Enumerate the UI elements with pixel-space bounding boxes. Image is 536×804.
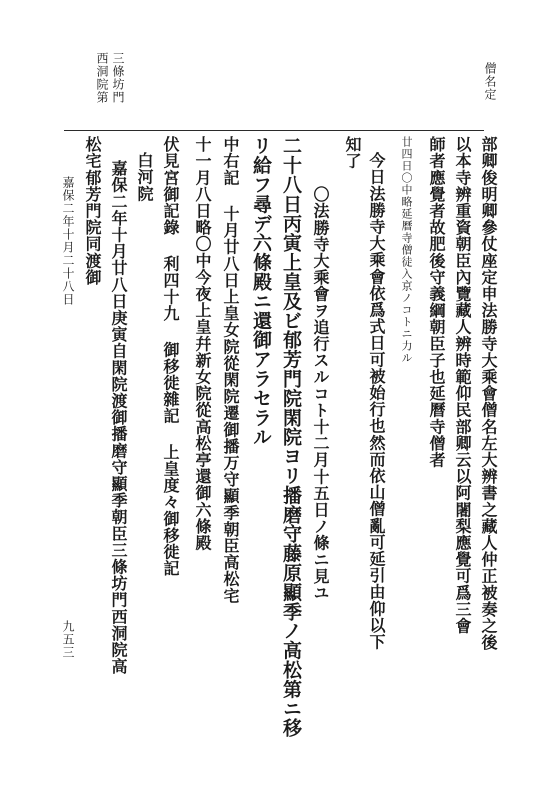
text-column-5: 今日法勝寺大乘會依爲式日可被始行也然而依山僧亂可延引由仰以下 — [367, 152, 386, 650]
text-column-15: 松宅郁芳門院同渡御 — [83, 136, 102, 286]
text-column-2: 以本寺辨重資朝臣內覽藏人辨時範仰民部卿云以阿闍梨應覺可爲三會 — [453, 136, 472, 634]
text-column-14: 嘉保二年十月廿八日庚寅自閑院渡御播磨守顯季朝臣三條坊門西洞院高 — [109, 160, 128, 675]
text-column-12: 伏見宮御記錄 利四十九 御移徙雜記 上皇度々御移徙記 — [161, 136, 180, 577]
text-column-13: 白河院 — [135, 152, 154, 202]
text-column-7: 〇法勝寺大乘會ヲ追行スルコト十二月十五日ノ條ニ見ユ — [311, 186, 330, 601]
page-header-left-a: 三條坊門 — [111, 52, 125, 104]
text-column-4: 廿四日〇中略延曆寺僧徒入京ノコトニ力ル — [400, 136, 413, 364]
page-header-left-b: 西洞院第 — [95, 52, 109, 104]
text-column-1: 部卿俊明卿參仗座定申法勝寺大乘會僧名左大辨書之藏人仲正被奏之後 — [479, 136, 498, 651]
text-column-9: リ給フ尋デ六條殿ニ還御アラセラル — [250, 136, 272, 447]
header-rule — [64, 130, 484, 131]
text-column-10: 中右記 十月廿八日上皇女院從閑院遷御播万守顯季朝臣高松宅 — [221, 136, 240, 604]
text-column-3: 師者應覺者故肥後守義綱朝臣子也延曆寺僧者 — [427, 136, 446, 468]
page-header-right: 僧名定 — [483, 62, 497, 101]
text-column-8: 二十八日丙寅上皇及ビ郁芳門院閑院ヨリ播磨守藤原顯季ノ高松第ニ移 — [280, 136, 302, 738]
text-column-11: 十一月八日略〇中今夜上皇幷新女院從高松亭還御六條殿 — [193, 136, 212, 551]
page-number: 九五三 — [61, 620, 75, 659]
text-column-6: 知了 — [343, 136, 362, 170]
date-margin-note: 嘉保二年十月二十八日 — [61, 176, 75, 306]
